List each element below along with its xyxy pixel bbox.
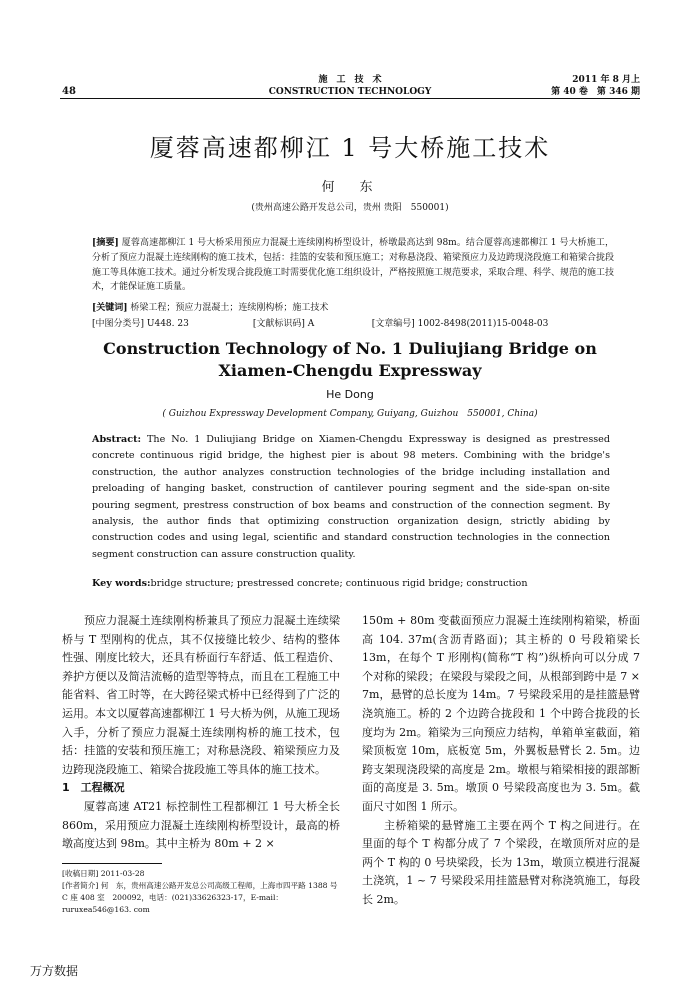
- en-abstract-label: Abstract:: [92, 434, 142, 445]
- cn-keywords: [92, 300, 614, 313]
- issue-date: 2011 年 8 月上: [572, 75, 640, 85]
- cn-abstract-text: 厦蓉高速都柳江 1 号大桥采用预应力混凝土连续刚构桥型设计，桥墩最高达到 98m。结合厦蓉高速都柳江 1 号大桥施工，分析了预应力混凝土连续刚构的施工技术，包括：挂篮的安装和预压施工；对称悬浇段、箱梁预应力及边跨现浇段施工和箱梁合拢段施工等具体施工技术。通过分析发现合拢段施工时需要优化施工组织设计，严格按照施工规范要求，采取合理、科学、规范的施工技术，才能保证施工质量。: [92, 238, 615, 293]
- en-title: [0, 338, 700, 382]
- header-rule: [60, 98, 640, 99]
- document-code: [文献标识码] A: [252, 319, 315, 329]
- cn-classification: [92, 316, 632, 329]
- section-heading-1: 1 工程概况: [62, 781, 125, 795]
- cn-affiliation: (贵州高速公路开发总公司，贵州 贵阳 550001): [251, 203, 449, 213]
- issue-volume: 第 40 卷 第 346 期: [551, 87, 640, 97]
- en-keywords: [92, 578, 610, 589]
- cn-author: 何 东: [321, 180, 379, 195]
- clc-number: [中图分类号] U448. 23: [92, 319, 189, 329]
- footnote-rule: [62, 863, 162, 864]
- en-abstract: [92, 432, 610, 563]
- cn-title: 厦蓉高速都柳江 1 号大桥施工技术: [149, 134, 551, 162]
- page-number: 48: [62, 86, 76, 97]
- intro-paragraph: 预应力混凝土连续刚构桥兼具了预应力混凝土连续梁桥与 T 型刚构的优点，其不仅接缝比较少、结构的整体性强、刚度比较大，还具有桥面行车舒适、低工程造价、养护方便以及简洁流畅的造型等特点，而且在工程施工中能省料、省工时等，在大跨径梁式桥中已经得到了广泛的运用。本文以厦蓉高速都柳江 1 号大桥为例，从施工现场入手，分析了预应力混凝土连续刚构桥的施工技术，包括：挂篮的安装和预压施工；对称悬浇段、箱梁预应力及边跨现浇段施工、箱梁合拢段施工等具体的施工技术。: [62, 614, 340, 776]
- journal-name-en: CONSTRUCTION TECHNOLOGY: [268, 87, 432, 97]
- en-affiliation: ( Guizhou Expressway Development Company, Guiyang, Guizhou 550001, China): [162, 409, 538, 419]
- en-title-line1: Construction Technology of No. 1 Duliujiang Bridge on: [103, 339, 597, 358]
- watermark: 万方数据: [30, 964, 79, 978]
- cn-keywords-label: [关键词]: [92, 303, 128, 313]
- footnote: [62, 868, 340, 916]
- en-keywords-label: Key words:: [92, 578, 151, 589]
- overview-continued-paragraph: 150m + 80m 变截面预应力混凝土连续刚构箱梁，桥面高 104. 37m(含沥青路面)；其主桥的 0 号段箱梁长 13m，在每个 T 形刚构(简称“T 构”)纵桥向可以分成 7 个对称的梁段；在梁段与梁段之间，从根部到跨中是 7 × 7m，悬臂的总长度为 14m。7 号梁段采用的是挂篮悬臂浇筑施工。桥的 2 个边跨合拢段和 1 个中跨合拢段的长度均为 2m。箱梁为三向预应力结构，单箱单室截面，箱梁顶板宽 10m，底板宽 5m，外翼板悬臂长 2. 5m。边跨支架现浇段梁的高度是 2m。墩根与箱梁相接的跟部断面的高度是 3. 5m。墩顶 0 号梁段高度也为 3. 5m。截面尺寸如图 1 所示。: [362, 614, 640, 813]
- overview-paragraph: 厦蓉高速 AT21 标控制性工程都柳江 1 号大桥全长 860m，采用预应力混凝土连续刚构桥型设计，最高的桥墩高度达到 98m。其中主桥为 80m + 2 ×: [62, 799, 340, 851]
- body-right-column: [362, 612, 640, 910]
- received-date: [收稿日期] 2011-03-28: [62, 869, 145, 878]
- en-title-line2: Xiamen-Chengdu Expressway: [218, 361, 482, 380]
- en-keywords-text: bridge structure; prestressed concrete; continuous rigid bridge; construction: [150, 578, 528, 589]
- journal-name-cn: 施 工 技 术: [318, 75, 382, 85]
- en-abstract-text: The No. 1 Duliujiang Bridge on Xiamen-Chengdu Expressway is designed as prestressed concrete continuous rigid bridge, the highest pier is about 98 meters. Combining with the bridge's construction, the author analyzes construction technologies of the bridge including installation and preloading of hanging basket, construction of cantilever pouring segment and the side-span on-site pouring segment, prestress construction of box beams and construction of the connection segment. By analysis, the author finds that optimizing construction organization design, strictly abiding by construction codes and using legal, scientific and standard construction technologies in the connection segment construction can assure construction quality.: [92, 434, 610, 560]
- body-left-column: [62, 612, 340, 854]
- issue-info: [551, 74, 640, 98]
- article-number: [文章编号] 1002-8498(2011)15-0048-03: [371, 319, 549, 329]
- cn-abstract-label: [摘要]: [92, 238, 119, 248]
- author-bio: [作者简介] 何 东，贵州高速公路开发总公司高级工程师，上海市四平路 1388 号 C 座 408 室 200092，电话：(021)33626323-17，E-mail：ruruxea546@163. com: [62, 881, 338, 914]
- en-author: He Dong: [326, 388, 374, 401]
- cn-abstract: [92, 236, 614, 295]
- cantilever-paragraph: 主桥箱梁的悬臂施工主要在两个 T 构之间进行。在里面的每个 T 构都分成了 7 个梁段，在墩顶所对应的是两个 T 构的 0 号块梁段，长为 13m，墩顶立模进行混凝土浇筑，1 ~ 7 号梁段采用挂篮悬臂对称浇筑施工，每段长 2m。: [362, 818, 640, 906]
- cn-keywords-text: 桥梁工程；预应力混凝土；连续刚构桥；施工技术: [130, 303, 329, 313]
